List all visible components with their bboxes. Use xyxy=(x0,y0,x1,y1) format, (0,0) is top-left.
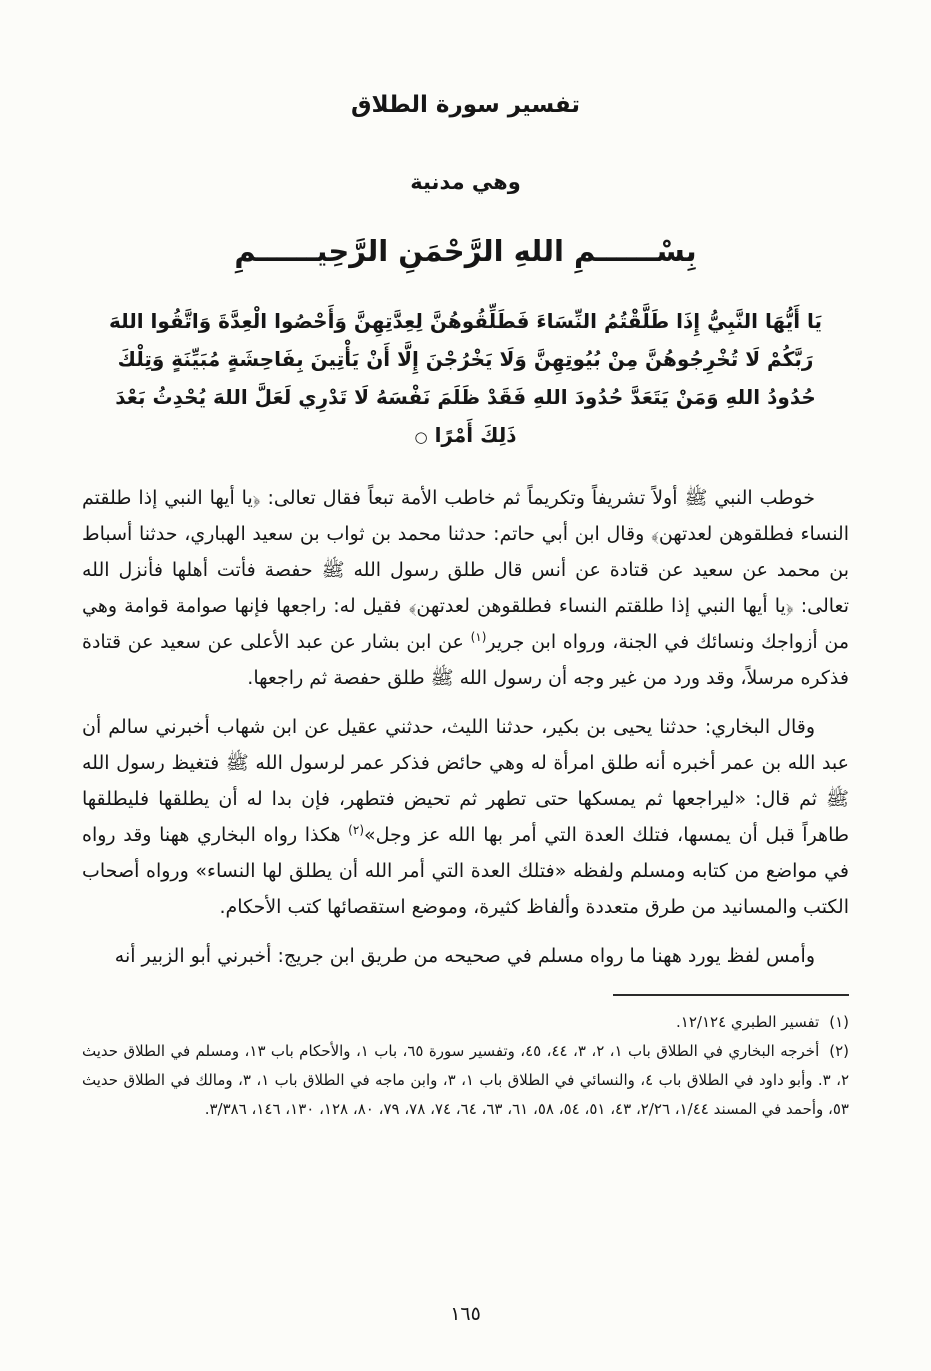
verse-text: يَا أَيُّهَا النَّبِيُّ إِذَا طَلَّقْتُمُ النِّسَاءَ فَطَلِّقُوهُنَّ لِعِدَّتِهِنَّ وَأَحْصُوا الْعِدَّةَ وَاتَّقُوا اللهَ رَبَّكُمْ لَا تُخْرِجُوهُنَّ مِنْ بُيُوتِهِنَّ وَلَا يَخْرُجْنَ إِلَّا أَنْ يَأْتِينَ بِفَاحِشَةٍ مُبَيِّنَةٍ وَتِلْكَ حُدُودُ اللهِ وَمَنْ يَتَعَدَّ حُدُودَ اللهِ فَقَدْ ظَلَمَ نَفْسَهُ لَا تَدْرِي لَعَلَّ اللهَ يُحْدِثُ بَعْدَ ذَلِكَ أَمْرًا xyxy=(108,309,823,447)
footnote-text: تفسير الطبري ١٢/١٢٤. xyxy=(676,1013,820,1031)
paragraph-text: هكذا رواه البخاري ههنا وقد رواه في مواضع من كتابه ومسلم ولفظه «فتلك العدة التي أمر الله أن يطلق لها النساء» ورواه أصحاب الكتب والمسانيد من طرق متعددة وألفاظ كثيرة، وموضع استقصائها كتب الأحكام. xyxy=(82,824,849,918)
footnote-marker: (١) xyxy=(829,1013,849,1031)
paragraph xyxy=(82,480,849,696)
footnote-ref: (٢) xyxy=(348,823,364,837)
footnote-ref: (١) xyxy=(470,630,487,644)
ayah-end-marker-icon: ○ xyxy=(414,428,428,446)
basmala-calligraphy: بِسْــــــمِ اللهِ الرَّحْمَنِ الرَّحِيــــــمِ xyxy=(234,234,697,268)
footnote xyxy=(82,1008,849,1037)
tafsir-body xyxy=(82,480,849,974)
footnote xyxy=(82,1037,849,1124)
page-number: ١٦٥ xyxy=(450,1303,481,1325)
paragraph-text: وقال البخاري: حدثنا يحيى بن بكير، حدثنا الليث، حدثني عقيل عن ابن شهاب أخبرني سالم أن عبد الله بن عمر أخبره أنه طلق امرأة له وهي حائض فذكر عمر لرسول الله ﷺ فتغيظ رسول الله ﷺ ثم قال: «ليراجعها ثم يمسكها حتى تطهر ثم تحيض فتطهر، فإن بدا له أن يطلقها فليطلقها طاهراً قبل أن يمسها، فتلك العدة التي أمر بها الله عز وجل» xyxy=(82,716,849,846)
footnote-separator xyxy=(613,994,849,996)
footnote-text: أخرجه البخاري في الطلاق باب ١، ٢، ٣، ٤٤، ٤٥، وتفسير سورة ٦٥، باب ١، والأحكام باب ١٣، ومسلم في الطلاق حديث ٢، ٣. وأبو داود في الطلاق باب ٤، والنسائي في الطلاق باب ١، ٣، وابن ماجه في الطلاق باب ١، ٣، ومالك في الطلاق حديث ٥٣، وأحمد في المسند ١/٤٤، ٢/٢٦، ٤٣، ٥١، ٥٤، ٥٨، ٦١، ٦٣، ٦٤، ٧٤، ٧٨، ٧٩، ٨٠، ١٢٨، ١٣٠، ١٤٦، ٣/٣٨٦. xyxy=(82,1042,850,1118)
paragraph xyxy=(82,709,849,925)
paragraph xyxy=(82,938,849,974)
paragraph-text: عن ابن بشار عن عبد الأعلى عن سعيد عن قتادة فذكره مرسلاً، وقد ورد من غير وجه أن رسول الله ﷺ طلق حفصة ثم راجعها. xyxy=(82,631,849,689)
page-title: تفسير سورة الطلاق xyxy=(350,92,581,118)
paragraph-text: خوطب النبي ﷺ أولاً تشريفاً وتكريماً ثم خاطب الأمة تبعاً فقال تعالى: ﴿يا أيها النبي إذا طلقتم النساء فطلقوهن لعدتهن﴾ وقال ابن أبي حاتم: حدثنا محمد بن ثواب بن سعيد الهباري، حدثنا أسباط بن محمد عن سعيد عن قتادة عن أنس قال طلق رسول الله ﷺ حفصة فأتت أهلها فأنزل الله تعالى: ﴿يا أيها النبي إذا طلقتم النساء فطلقوهن لعدتهن﴾ فقيل له: راجعها فإنها صوامة قوامة وهي من أزواجك ونسائك في الجنة، ورواه ابن جرير xyxy=(82,487,849,653)
quran-verse xyxy=(82,302,849,456)
paragraph-text: وأمس لفظ يورد ههنا ما رواه مسلم في صحيحه من طريق ابن جريج: أخبرني أبو الزبير أنه xyxy=(114,945,815,967)
footnote-marker: (٢) xyxy=(829,1042,850,1060)
surah-classification: وهي مدنية xyxy=(410,170,521,194)
footnotes-section xyxy=(82,994,849,1124)
